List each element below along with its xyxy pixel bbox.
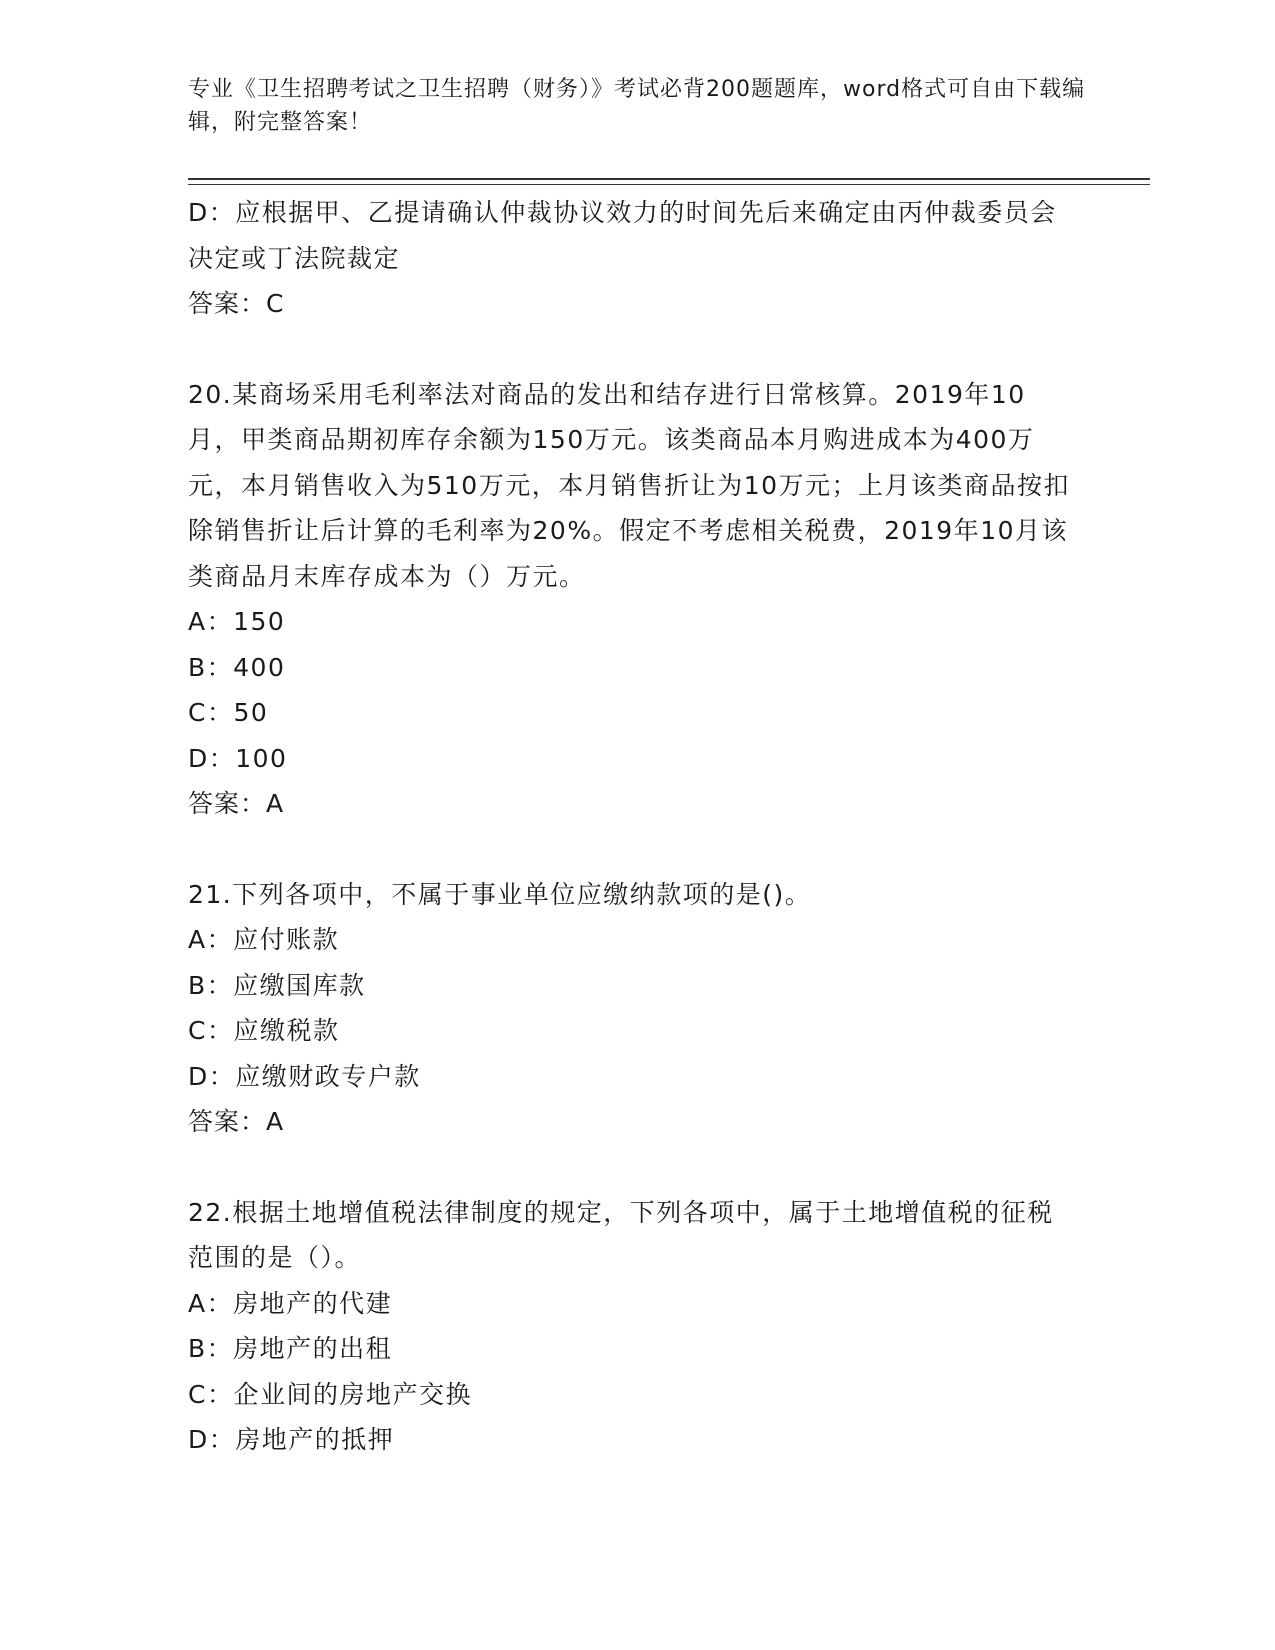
question-22-option-b: B：房地产的出租 xyxy=(188,1334,393,1363)
question-21-option-d: D：应缴财政专户款 xyxy=(188,1061,421,1091)
question-22-stem: 22.根据土地增值税法律制度的规定，下列各项中，属于土地增值税的征税范围的是（）。 xyxy=(188,1197,1054,1272)
header-rule-thick xyxy=(188,178,1150,180)
document-body xyxy=(188,190,1078,1463)
question-22-option-d: D：房地产的抵押 xyxy=(188,1425,395,1454)
question-21-answer: 答案：A xyxy=(188,1107,285,1136)
document-header: 专业《卫生招聘考试之卫生招聘（财务）》考试必背200题题库，word格式可自由下载编辑，附完整答案！ xyxy=(188,77,1086,135)
question-20-answer: 答案：A xyxy=(188,789,285,818)
question-22-option-a: A：房地产的代建 xyxy=(188,1288,393,1318)
question-21-option-a: A：应付账款 xyxy=(188,925,340,954)
spacer xyxy=(188,1145,1078,1190)
spacer xyxy=(188,827,1078,872)
question-21-stem: 21.下列各项中，不属于事业单位应缴纳款项的是()。 xyxy=(188,879,812,909)
header-rule-thin xyxy=(188,184,1150,185)
question-20-option-a: A：150 xyxy=(188,607,286,636)
carryover-option-d: D：应根据甲、乙提请确认仲裁协议效力的时间先后来确定由丙仲裁委员会决定或丁法院裁定 xyxy=(188,198,1057,273)
question-22-option-c: C：企业间的房地产交换 xyxy=(188,1379,472,1409)
spacer xyxy=(188,327,1078,372)
carryover-answer: 答案：C xyxy=(188,289,285,318)
question-20-option-c: C：50 xyxy=(188,698,269,727)
question-21-option-b: B：应缴国库款 xyxy=(188,970,366,1000)
question-20-stem: 20.某商场采用毛利率法对商品的发出和结存进行日常核算。2019年10月，甲类商品期初库存余额为150万元。该类商品本月购进成本为400万元，本月销售收入为510万元，本月销售折让为10万元；上月该类商品按扣除销售折让后计算的毛利率为20%。假定不考虑相关税费，2019年10月该类商品月末库存成本为（）万元。 xyxy=(188,379,1071,591)
question-20-option-d: D：100 xyxy=(188,743,288,773)
question-20-option-b: B：400 xyxy=(188,652,286,682)
question-21-option-c: C：应缴税款 xyxy=(188,1016,340,1045)
